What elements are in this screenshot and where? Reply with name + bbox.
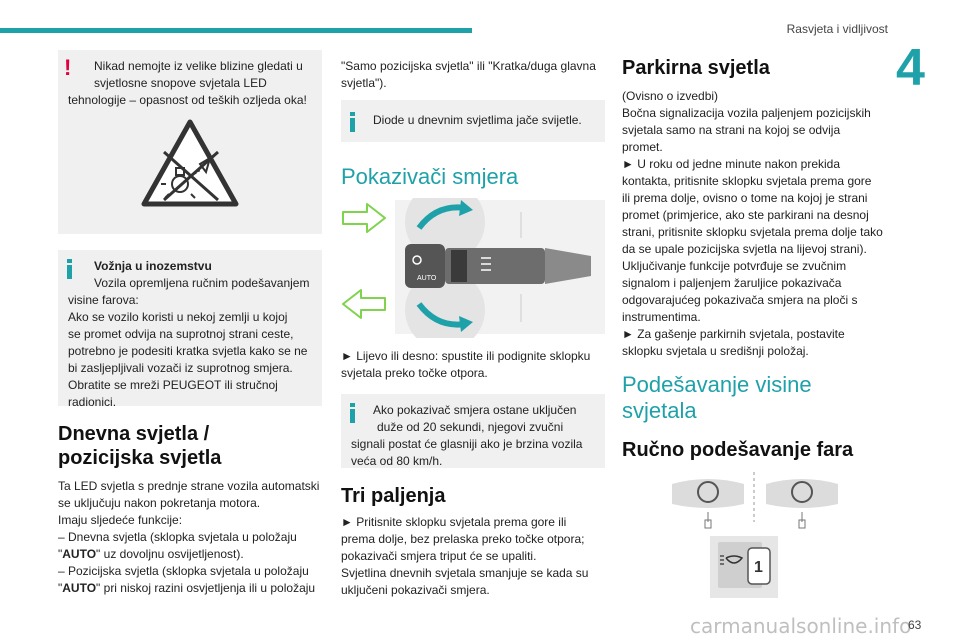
parking-heading: Parkirna svjetla <box>622 57 770 79</box>
indicator-info-box <box>341 394 605 468</box>
text-line: ► Pritisnite sklopku svjetala prema gore ili <box>341 515 567 529</box>
note-line: duže od 20 sekundi, njegovi zvučni <box>377 420 564 434</box>
text-line: odgovarajućeg pokazivača smjera na ploči s <box>622 293 858 307</box>
header-accent-bar <box>0 28 472 33</box>
text-line: sklopku svjetala u središnji položaj. <box>622 344 809 358</box>
text-line: – Pozicijska svjetla (sklopka svjetala u položaju <box>58 564 309 578</box>
three-flash-text <box>341 514 605 599</box>
text-line: Imaju sljedeće funkcije: <box>58 513 183 527</box>
text-line: Bočna signalizacija vozila paljenjem pozicijskih <box>622 106 871 120</box>
note-line: signali postat će glasniji ako je brzina vozila <box>351 437 583 451</box>
column-right <box>622 50 890 602</box>
text-line: Ta LED svjetla s prednje strane vozila automatski <box>58 479 320 493</box>
text-line: strani, pritisnite sklopku svjetala prema dolje tako <box>622 225 883 239</box>
diode-info-box <box>341 100 605 142</box>
warning-line: Nikad nemojte iz velike blizine gledati u <box>94 59 303 73</box>
text-line: svjetla"). <box>341 76 387 90</box>
note-line: visine farova: <box>68 293 139 307</box>
info-icon <box>67 259 72 279</box>
note-line: se promet odvija na suprotnoj strani ceste, <box>68 327 294 341</box>
manual-adjust-heading: Ručno podešavanje fara <box>622 439 854 461</box>
text-line: Uključivanje funkcije potvrđuje se zvučnim <box>622 259 847 273</box>
text-line: signalom i paljenjem žaruljice pokazivača <box>622 276 842 290</box>
text-line: promet (primjerice, ako ste parkirani na desnoj <box>622 208 869 222</box>
indicator-stalk-illustration <box>341 198 605 338</box>
left-arrow-icon <box>343 290 385 318</box>
parking-text <box>622 88 890 360</box>
note-line: Ako pokazivač smjera ostane uključen <box>373 403 577 417</box>
note-line: Ako se vozilo koristi u nekoj zemlji u kojoj <box>68 310 288 324</box>
text-line: da se upale pozicijska svjetla na lijevoj strani). <box>622 242 867 256</box>
note-line: veća od 80 km/h. <box>351 454 443 468</box>
text-line: uključeni pokazivači smjera. <box>341 583 490 597</box>
info-icon <box>350 112 355 132</box>
footer-watermark: carmanualsonline.info <box>690 614 912 638</box>
page-number: 63 <box>908 618 922 632</box>
text-line: ► U roku od jedne minute nakon prekida <box>622 157 841 171</box>
note-line: radionici. <box>68 395 117 409</box>
note-title: Vožnja u inozemstvu <box>94 259 212 273</box>
drl-heading: Dnevna svjetla / pozicijska svjetla <box>58 423 222 469</box>
note-line: bi zasljepljivali vozači iz suprotnog smjera. <box>68 361 293 375</box>
section-title: Rasvjeta i vidljivost <box>786 22 888 36</box>
drl-text <box>58 478 322 597</box>
warning-line: svjetlosne snopove svjetala LED <box>94 76 267 90</box>
text-line: ► Za gašenje parkirnih svjetala, postavite <box>622 327 845 341</box>
text-line: svjetala preko točke otpora. <box>341 366 488 380</box>
info-icon <box>350 403 355 423</box>
note-line: Diode u dnevnim svjetlima jače svijetle. <box>373 113 582 127</box>
text-line: promet. <box>622 140 663 154</box>
dial-value: 1 <box>754 559 763 576</box>
text-line: "Samo pozicijska svjetla" ili "Kratka/duga glavna <box>341 59 596 73</box>
note-line: Obratite se mreži PEUGEOT ili stručnoj <box>68 378 278 392</box>
warning-line: tehnologije – opasnost od teških ozljeda oka! <box>68 93 307 107</box>
indicator-stalk-figure <box>341 198 605 338</box>
height-adjust-heading: Podešavanje visine svjetala <box>622 372 812 423</box>
text-line: (Ovisno o izvedbi) <box>622 89 719 103</box>
text-line: Svjetlina dnevnih svjetala smanjuje se kada su <box>341 566 589 580</box>
text-line: "AUTO" uz dovoljnu osvijetljenost). <box>58 547 244 561</box>
column-middle <box>341 50 605 599</box>
text-line: ► Lijevo ili desno: spustite ili podignite sklopku <box>341 349 591 363</box>
text-line: kontakta, pritisnite sklopku svjetala prema gore <box>622 174 872 188</box>
text-line: ili prema dolje, ovisno o tome na kojoj je strani <box>622 191 868 205</box>
text-line: prema dolje, bez prelaska preko točke otpora; <box>341 532 585 546</box>
right-arrow-icon <box>343 204 385 232</box>
note-line: potrebno je podesiti kratka svjetla kako se ne <box>68 344 308 358</box>
warning-box <box>58 50 322 234</box>
text-line: svjetala samo na strani na kojoj se odvija <box>622 123 841 137</box>
three-flash-heading: Tri paljenja <box>341 485 446 507</box>
text-line: instrumentima. <box>622 310 701 324</box>
headlamp-adjust-illustration <box>622 472 890 602</box>
indicators-text <box>341 348 605 382</box>
warning-icon: ! <box>64 55 72 80</box>
text-line: pokazivači smjera triput će se upaliti. <box>341 549 537 563</box>
note-line: Vozila opremljena ručnim podešavanjem <box>94 276 310 290</box>
chapter-number: 4 <box>896 39 925 97</box>
no-look-at-light-icon <box>140 118 240 210</box>
text-line: – Dnevna svjetla (sklopka svjetala u položaju <box>58 530 297 544</box>
text-line: se uključuju nakon pokretanja motora. <box>58 496 261 510</box>
text-line: "AUTO" pri niskoj razini osvjetljenja ili u položaju <box>58 581 316 595</box>
stalk-auto-label: AUTO <box>417 275 437 282</box>
abroad-info-box <box>58 250 322 409</box>
headlamp-adjust-figure <box>622 472 890 602</box>
column-left <box>58 50 322 597</box>
indicators-heading: Pokazivači smjera <box>341 164 519 189</box>
